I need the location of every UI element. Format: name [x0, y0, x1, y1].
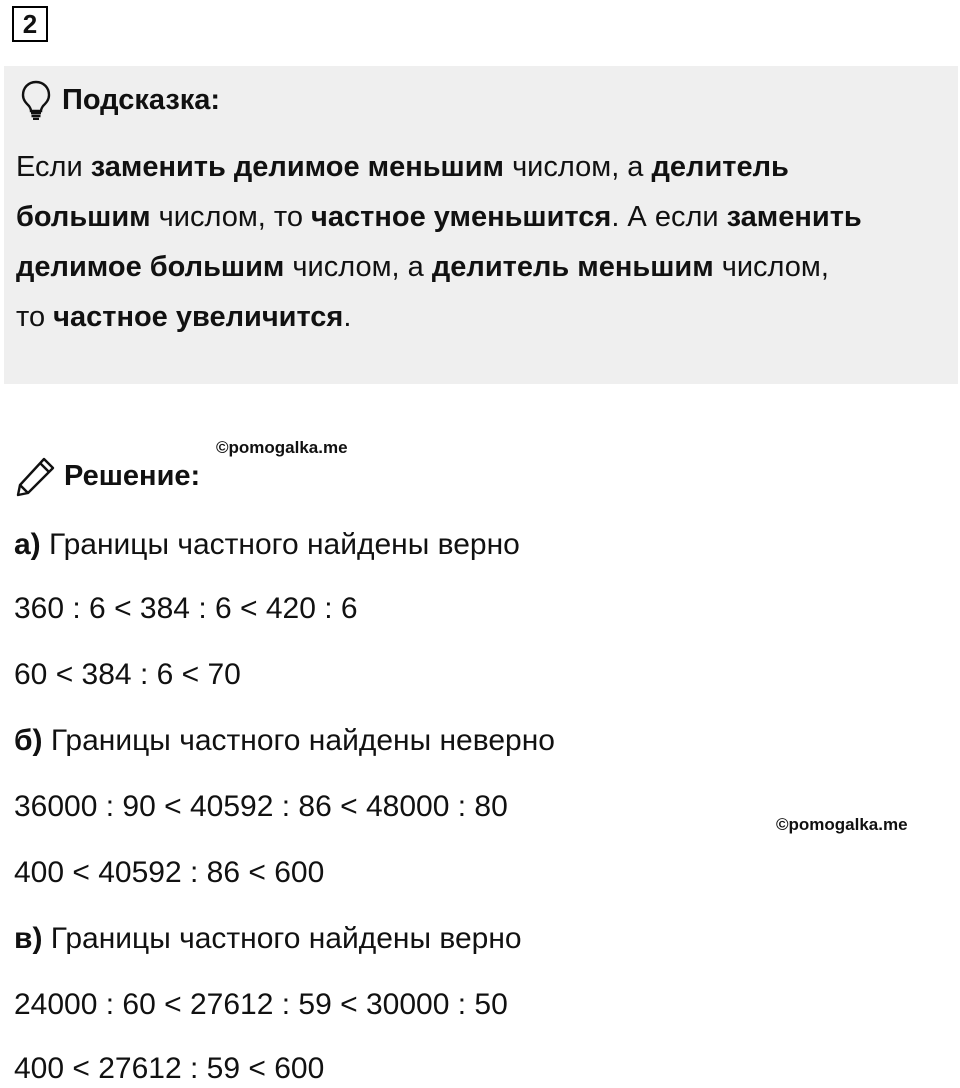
math-line: 24000 : 60 < 27612 : 59 < 30000 : 50	[14, 988, 508, 1021]
hint-text	[16, 142, 946, 342]
hint-line	[16, 192, 946, 242]
hint-segment: числом, а	[504, 151, 652, 183]
hint-segment: .	[343, 301, 352, 333]
item-text: Границы частного найдены верно	[40, 528, 520, 561]
math-line: 60 < 384 : 6 < 70	[14, 658, 241, 691]
hint-line	[16, 142, 946, 192]
item-text: Границы частного найдены неверно	[42, 724, 555, 757]
pencil-icon	[14, 454, 58, 498]
hint-segment: Если	[16, 151, 91, 183]
hint-segment: числом,	[713, 251, 829, 283]
math-line: 400 < 27612 : 59 < 600	[14, 1052, 325, 1085]
lightbulb-icon	[20, 80, 52, 120]
hint-emphasis: большим	[16, 201, 151, 233]
item-text: Границы частного найдены верно	[42, 922, 522, 955]
math-line: 360 : 6 < 384 : 6 < 420 : 6	[14, 592, 358, 625]
hint-segment: то	[16, 301, 54, 333]
solution-header	[14, 454, 200, 498]
solution-title: Решение:	[64, 459, 201, 492]
hint-header	[16, 80, 946, 120]
math-line: 36000 : 90 < 40592 : 86 < 48000 : 80	[14, 790, 508, 823]
hint-emphasis: частное уменьшится	[311, 201, 612, 233]
solution-b-heading	[14, 724, 555, 758]
math-line: 400 < 40592 : 86 < 600	[14, 856, 325, 889]
hint-title: Подсказка:	[62, 83, 221, 116]
hint-emphasis: частное увеличится	[53, 301, 344, 333]
hint-segment: . А если	[611, 201, 727, 233]
item-label: в)	[14, 922, 43, 955]
task-number: 2	[12, 6, 48, 42]
hint-emphasis: заменить делимое меньшим	[90, 151, 505, 183]
hint-segment: числом, то	[150, 201, 312, 233]
hint-line	[16, 242, 946, 292]
hint-segment: числом, а	[284, 251, 432, 283]
item-label: б)	[14, 724, 43, 757]
hint-emphasis: делитель меньшим	[431, 251, 714, 283]
watermark: ©pomogalka.me	[776, 815, 908, 834]
hint-emphasis: заменить	[726, 201, 862, 233]
hint-emphasis: делимое большим	[16, 251, 285, 283]
hint-box	[4, 66, 958, 384]
watermark: ©pomogalka.me	[216, 438, 348, 457]
item-label: а)	[14, 528, 41, 561]
hint-line	[16, 292, 946, 342]
solution-a-heading	[14, 528, 520, 562]
solution-c-heading	[14, 922, 522, 956]
hint-emphasis: делитель	[651, 151, 789, 183]
